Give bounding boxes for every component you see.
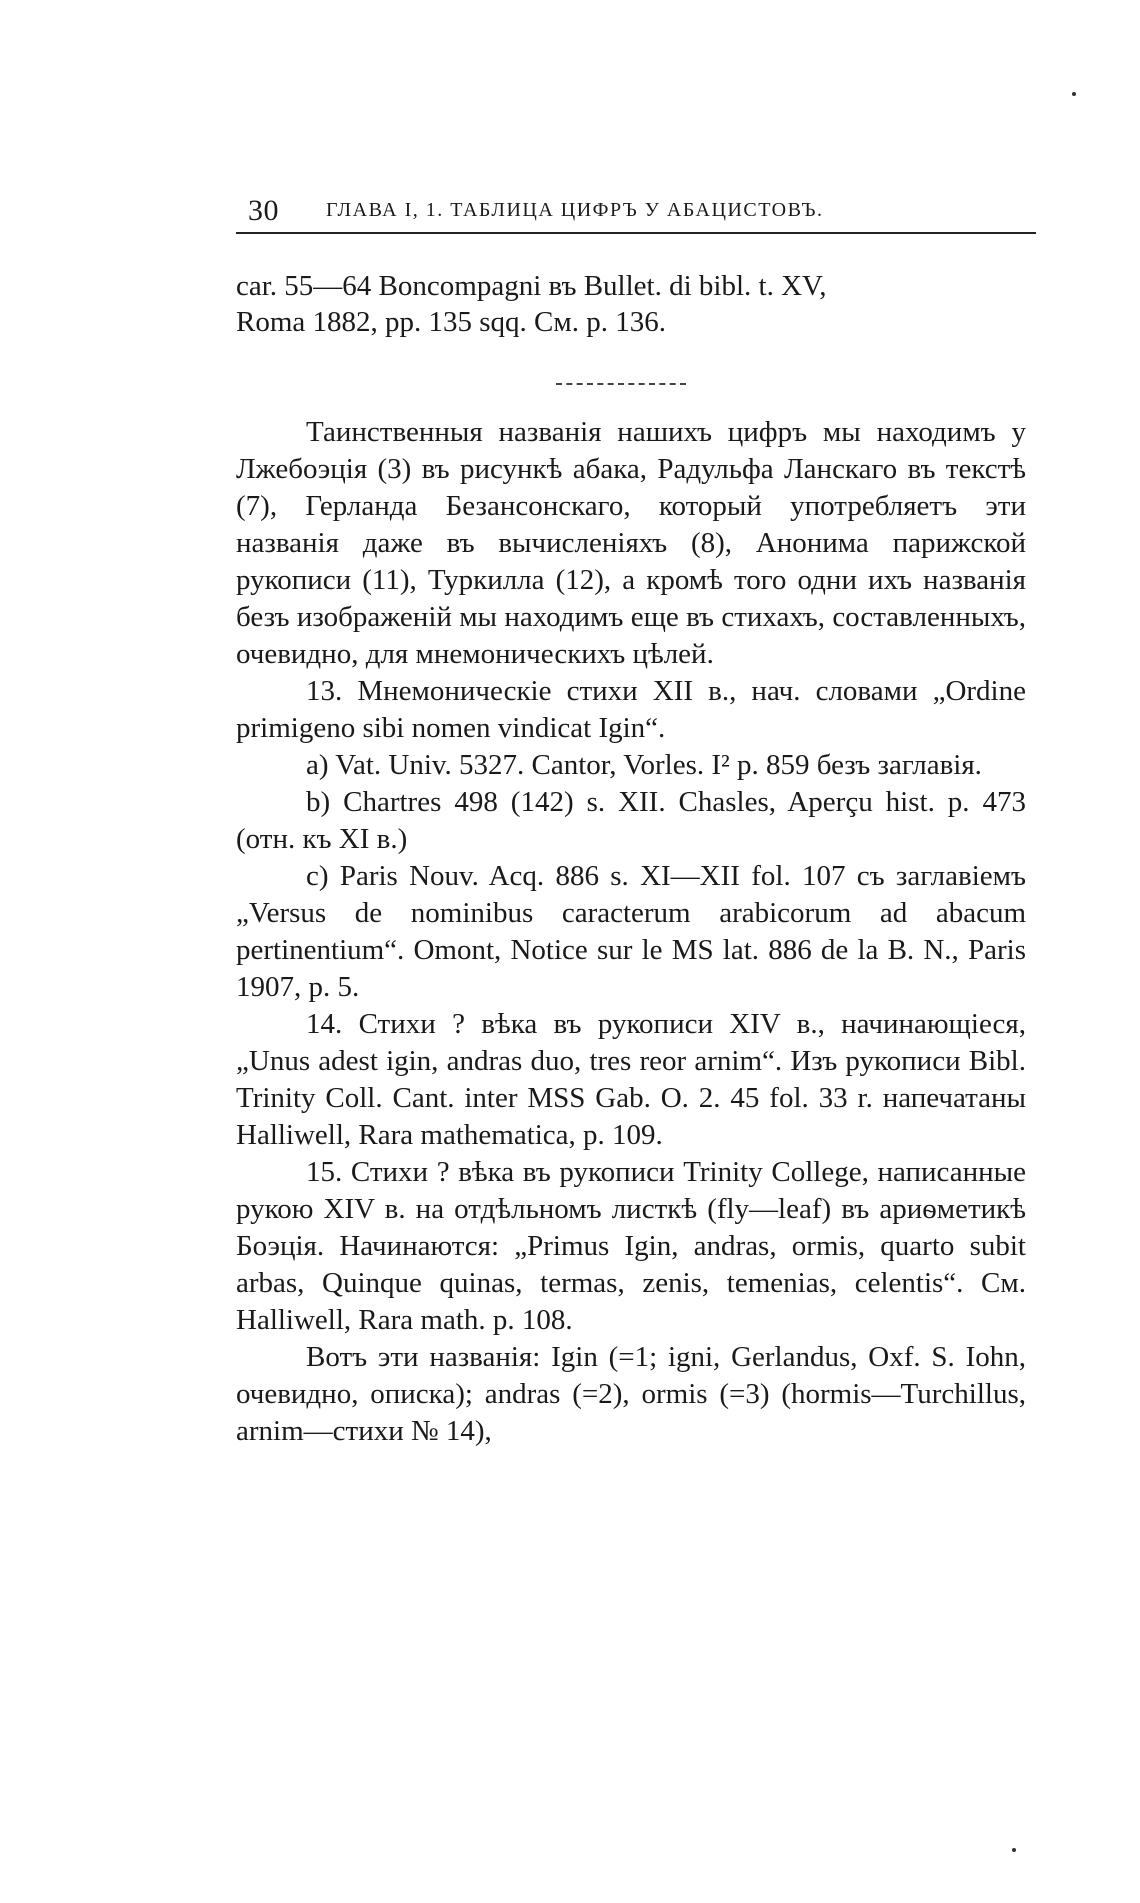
top-note bbox=[236, 268, 1026, 340]
paragraph-names: Вотъ эти названія: Igin (=1; igni, Gerlandus, Oxf. S. Iohn, очевидно, описка); andras (=2), ormis (=3) (hormis—Turchillus, arnim—стихи № 14), bbox=[236, 1341, 1026, 1447]
paragraph-13c: c) Paris Nouv. Acq. 886 s. XI—XII fol. 107 съ заглавіемъ „Versus de nominibus caracterum arabicorum ad abacum pertinentium“. Omont, Notice sur le MS lat. 886 de la B. N., Paris 1907, p. 5. bbox=[236, 860, 1026, 1003]
paragraph-14: 14. Стихи ? вѣка въ рукописи XIV в., начинающіеся, „Unus adest igin, andras duo, tres reor arnim“. Изъ рукописи Bibl. Trinity Coll. Cant. inter MSS Gab. O. 2. 45 fol. 33 r. напечатаны Halliwell, Rara mathematica, p. 109. bbox=[236, 1008, 1026, 1151]
page-number: 30 bbox=[248, 194, 279, 227]
main-text bbox=[236, 414, 1026, 1450]
speck-top bbox=[1072, 92, 1076, 96]
paragraph-13: 13. Мнемоническіе стихи XII в., нач. словами „Ordine primigeno sibi nomen vindicat Igin“. bbox=[236, 675, 1026, 744]
paragraph-13a: a) Vat. Univ. 5327. Cantor, Vorles. I² p. 859 безъ заглавія. bbox=[306, 749, 982, 781]
top-note-line1: car. 55—64 Boncompagni въ Bullet. di bibl. t. XV, bbox=[236, 270, 827, 302]
paragraph-15: 15. Стихи ? вѣка въ рукописи Trinity College, написанные рукою XIV в. на отдѣльномъ листкѣ (fly—leaf) въ ариѳметикѣ Боэція. Начинаются: „Primus Igin, andras, ormis, quarto subit arbas, Quinque quinas, termas, zenis, temenias, celentis“. См. Halliwell, Rara math. p. 108. bbox=[236, 1156, 1026, 1336]
paragraph-intro: Таинственныя названія нашихъ цифръ мы находимъ у Лжебоэція (3) въ рисункѣ абака, Радульфа Ланскаго въ текстѣ (7), Герланда Безансонскаго, который употребляетъ эти названія даже въ вычисленіяхъ (8), Анонима парижской рукописи (11), Туркилла (12), а кромѣ того одни ихъ названія безъ изображеній мы находимъ еще въ стихахъ, составленныхъ, очевидно, для мнемоническихъ цѣлей. bbox=[236, 416, 1026, 670]
speck-bottom bbox=[1012, 1848, 1016, 1852]
running-header bbox=[236, 190, 1036, 234]
separator bbox=[556, 383, 686, 385]
chapter-title: ГЛАВА I, 1. ТАБЛИЦА ЦИФРЪ У АБАЦИСТОВЪ. bbox=[326, 199, 824, 221]
top-note-line2: Roma 1882, pp. 135 sqq. См. p. 136. bbox=[236, 306, 667, 338]
paragraph-13b: b) Chartres 498 (142) s. XII. Chasles, Aperçu hist. p. 473 (отн. къ XI в.) bbox=[236, 786, 1026, 855]
